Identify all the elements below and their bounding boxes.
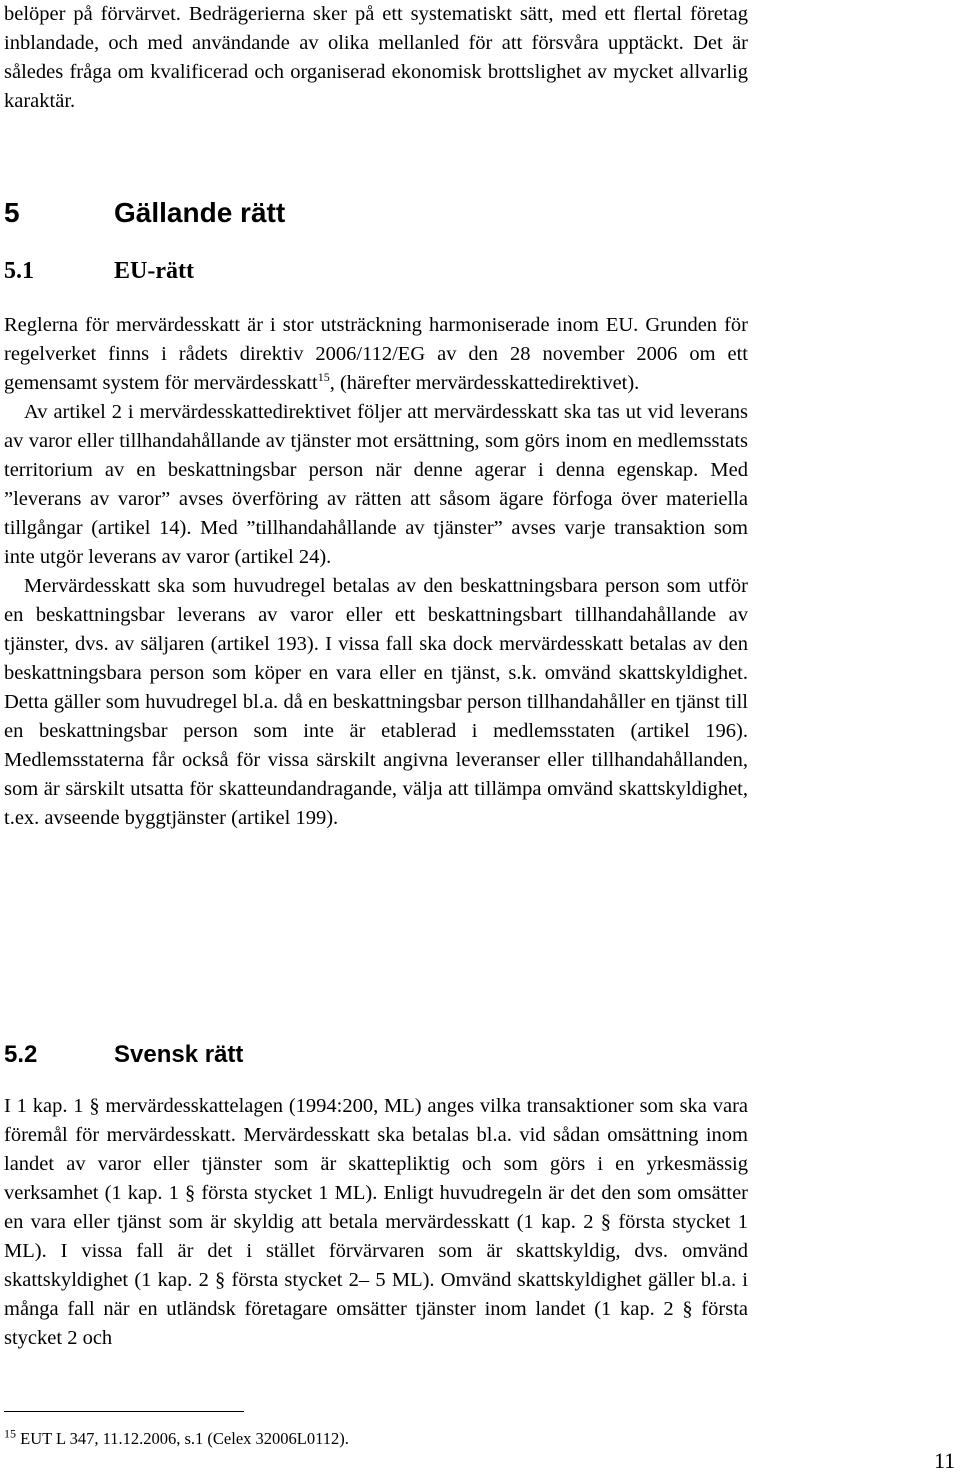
section-5-1-p1-text: Reglerna för mervärdesskatt är i stor utsträckning harmoniserade inom EU. Grunden för regelverket finns i rådets direktiv 2006/112/EG av den 28 november 2006 om ett gemensamt system för mervärdesskatt	[4, 314, 748, 394]
section-5-1-p1-tail: , (härefter mervärdesskattedirektivet).	[329, 372, 640, 394]
footnote-15	[4, 1428, 349, 1450]
footnote-ref-15[interactable]: 15	[317, 370, 330, 385]
footnote-separator	[4, 1411, 244, 1412]
section-5-1-body	[4, 311, 748, 833]
section-5-title: Gällande rätt	[114, 197, 286, 228]
footnote-marker: 15	[4, 1426, 16, 1441]
page-number: 11	[934, 1448, 956, 1473]
section-5-number: 5	[4, 197, 20, 228]
section-5-2-heading	[4, 1040, 243, 1070]
section-5-1-title: EU-rätt	[114, 258, 194, 284]
section-5-2-title: Svensk rätt	[114, 1041, 244, 1068]
footnote-text: EUT L 347, 11.12.2006, s.1 (Celex 32006L0112).	[16, 1429, 349, 1448]
section-5-1-paragraph-1	[4, 311, 748, 398]
section-5-2-body	[4, 1092, 748, 1353]
intro-paragraph: belöper på förvärvet. Bedrägerierna sker på ett systematiskt sätt, med ett flertal företag inblandade, och med användande av olika mellanled för att försvåra upptäckt. Det är således fråga om kvalificerad och organiserad ekonomisk brottslighet av mycket allvarlig karaktär.	[4, 3, 748, 112]
section-5-1-heading	[4, 256, 194, 286]
section-5-1-paragraph-3: Mervärdesskatt ska som huvudregel betalas av den beskattningsbara person som utför en beskattningsbar leverans av varor eller ett beskattningsbart tillhandahållande av tjänster, dvs. av säljaren (artikel 193). I vissa fall ska dock mervärdesskatt betalas av den beskattningsbara person som köper en vara eller en tjänst, s.k. omvänd skattskyldighet. Detta gäller som huvudregel bl.a. då en beskattningsbar person tillhandahåller en tjänst till en beskattningsbar person som inte är etablerad i medlemsstaten (artikel 196). Medlemsstaterna får också för vissa särskilt angivna leveranser eller tillhandahållanden, som är särskilt utsatta för skatteundandragande, välja att tillämpa omvänd skattskyldighet, t.ex. avseende byggtjänster (artikel 199).	[4, 575, 748, 829]
section-5-1-number: 5.1	[4, 258, 34, 284]
section-5-2-number: 5.2	[4, 1041, 38, 1068]
section-5-heading	[4, 196, 285, 230]
section-5-2-paragraph-1: I 1 kap. 1 § mervärdesskattelagen (1994:200, ML) anges vilka transaktioner som ska vara föremål för mervärdesskatt. Mervärdesskatt ska betalas bl.a. vid sådan omsättning inom landet av varor eller tjänster som är skattepliktig och som görs i en yrkesmässig verksamhet (1 kap. 1 § första stycket 1 ML). Enligt huvudregeln är det den som omsätter en vara eller tjänst som är skyldig att betala mervärdesskatt (1 kap. 2 § första stycket 1 ML). I vissa fall är det i stället förvärvaren som är skattskyldig, dvs. omvänd skattskyldighet (1 kap. 2 § första stycket 2– 5 ML). Omvänd skattskyldighet gäller bl.a. i många fall när en utländsk företagare omsätter tjänster inom landet (1 kap. 2 § första stycket 2 och	[4, 1095, 748, 1349]
section-5-1-paragraph-2: Av artikel 2 i mervärdesskattedirektivet följer att mervärdesskatt ska tas ut vid leverans av varor eller tillhandahållande av tjänster mot ersättning, som görs inom en medlemsstats territorium av en beskattningsbar person när denne agerar i denna egenskap. Med ”leverans av varor” avses överföring av rätten att såsom ägare förfoga över materiella tillgångar (artikel 14). Med ”tillhandahållande av tjänster” avses varje transaktion som inte utgör leverans av varor (artikel 24).	[4, 401, 748, 568]
